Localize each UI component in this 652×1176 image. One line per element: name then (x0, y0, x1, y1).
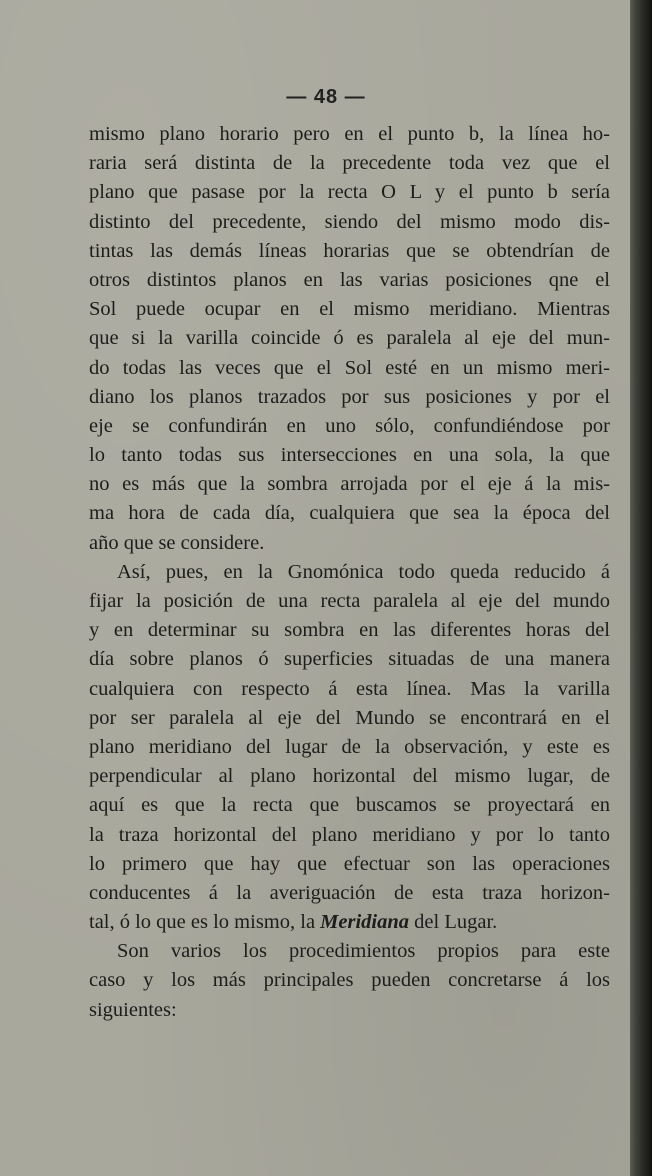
text-line: cualquiera con respecto á esta línea. Mas la varilla (89, 677, 610, 700)
text-line: do todas las veces que el Sol esté en un mismo meri- (89, 356, 610, 379)
text-line: perpendicular al plano horizontal del mismo lugar, de (89, 765, 610, 788)
text-line: siguientes: (89, 998, 177, 1021)
text-line: tintas las demás líneas horarias que se obtendrían de (89, 239, 610, 262)
text-line: plano meridiano del lugar de la observación, y este es (89, 735, 610, 758)
text-line: raria será distinta de la precedente toda vez que el (89, 152, 610, 175)
text-line: Sol puede ocupar en el mismo meridiano. Mientras (89, 298, 610, 321)
text-line: la traza horizontal del plano meridiano y por lo tanto (89, 823, 610, 846)
text-line: año que se considere. (89, 531, 265, 554)
text-line: otros distintos planos en las varias posiciones qne el (89, 268, 610, 291)
text-line: eje se confundirán en uno sólo, confundiéndose por (89, 414, 610, 437)
text-line: plano que pasase por la recta O L y el punto b sería (89, 181, 610, 204)
text-line: Son varios los procedimientos propios para este (117, 940, 610, 963)
text-line: que si la varilla coincide ó es paralela al eje del mun- (89, 327, 610, 350)
text-line: lo primero que hay que efectuar son las operaciones (89, 852, 610, 875)
text-line: ma hora de cada día, cualquiera que sea la época del (89, 502, 610, 525)
text-line: distinto del precedente, siendo del mismo modo dis- (89, 210, 610, 233)
text-line (89, 908, 610, 937)
text-line: Así, pues, en la Gnomónica todo queda reducido á (117, 560, 610, 583)
text-segment: del Lugar. (414, 911, 498, 934)
text-line: lo tanto todas sus intersecciones en una sola, la que (89, 444, 610, 467)
body-text (89, 120, 610, 1025)
text-line: caso y los más principales pueden concretarse á los (89, 969, 610, 992)
text-line: fijar la posición de una recta paralela al eje del mundo (89, 590, 610, 612)
text-line: y en determinar su sombra en las diferentes horas del (89, 619, 610, 642)
page-number: — 48 — (286, 86, 366, 108)
text-line: diano los planos trazados por sus posiciones y por el (89, 385, 610, 408)
text-line: día sobre planos ó superficies situadas de una manera (89, 648, 610, 671)
text-line: conducentes á la averiguación de esta traza horizon- (89, 881, 610, 904)
text-line: aquí es que la recta que buscamos se proyectará en (89, 794, 610, 817)
text-line: no es más que la sombra arrojada por el eje á la mis- (89, 473, 610, 496)
book-binding-edge (630, 0, 652, 1176)
emphasis-term: Meridiana (320, 911, 410, 934)
text-line: por ser paralela al eje del Mundo se encontrará en el (89, 706, 610, 729)
text-line: mismo plano horario pero en el punto b, la línea ho- (89, 123, 610, 145)
text-segment: tal, ó lo que es lo mismo, la (89, 911, 316, 934)
